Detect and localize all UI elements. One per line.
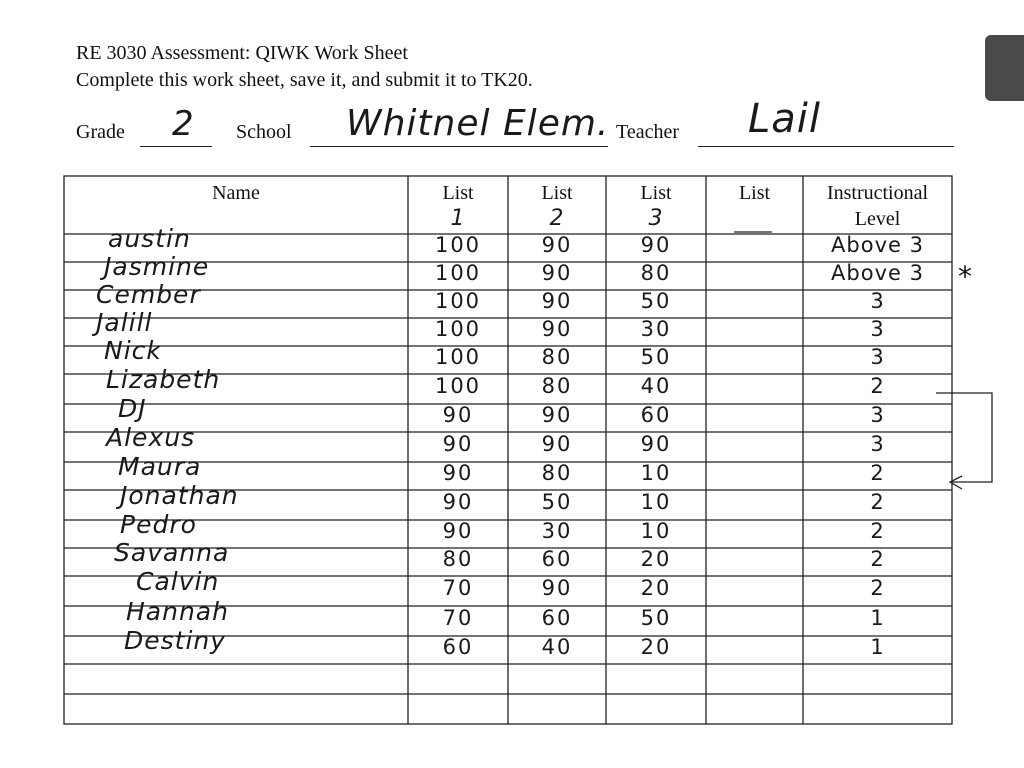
col-header-level-line1: Instructional bbox=[826, 182, 929, 204]
col-header-list3-label: List bbox=[640, 182, 672, 204]
worksheet-instructions: Complete this work sheet, save it, and submit it to TK20. bbox=[76, 69, 533, 91]
student-name: Jasmine bbox=[104, 252, 210, 281]
score-l1: 80 bbox=[442, 547, 474, 571]
instructional-level: 2 bbox=[870, 374, 885, 398]
score-l2: 90 bbox=[541, 261, 573, 285]
student-name: Savanna bbox=[114, 538, 230, 567]
col-header-list2 bbox=[508, 180, 606, 232]
score-l3: 40 bbox=[640, 374, 672, 398]
score-l1: 90 bbox=[442, 490, 474, 514]
student-name: Jalill bbox=[96, 308, 153, 337]
col-header-level bbox=[803, 180, 952, 232]
score-l1: 100 bbox=[434, 374, 482, 398]
student-name: Pedro bbox=[120, 510, 197, 539]
worksheet-title: RE 3030 Assessment: QIWK Work Sheet bbox=[76, 42, 408, 64]
col-header-list2-number: 2 bbox=[549, 206, 565, 231]
instructional-level: Above 3 bbox=[831, 233, 924, 257]
score-l3: 90 bbox=[640, 233, 672, 257]
teacher-value: Lail bbox=[748, 96, 822, 142]
instructional-level: 3 bbox=[870, 345, 885, 369]
score-l1: 100 bbox=[434, 233, 482, 257]
instructional-level: 3 bbox=[870, 317, 885, 341]
student-name: Jonathan bbox=[120, 481, 239, 510]
score-l1: 90 bbox=[442, 461, 474, 485]
student-name: Calvin bbox=[136, 567, 220, 596]
col-header-level-line2: Level bbox=[854, 208, 901, 230]
score-l2: 90 bbox=[541, 317, 573, 341]
score-l2: 90 bbox=[541, 289, 573, 313]
student-name: DJ bbox=[118, 394, 147, 423]
col-header-list1-label: List bbox=[442, 182, 474, 204]
student-name: austin bbox=[108, 224, 191, 253]
score-l2: 30 bbox=[541, 519, 573, 543]
score-l3: 10 bbox=[640, 490, 672, 514]
score-l3: 10 bbox=[640, 461, 672, 485]
score-l2: 50 bbox=[541, 490, 573, 514]
score-l2: 60 bbox=[541, 606, 573, 630]
instructional-level: 2 bbox=[870, 490, 885, 514]
score-l1: 100 bbox=[434, 261, 482, 285]
score-l3: 10 bbox=[640, 519, 672, 543]
score-l2: 90 bbox=[541, 432, 573, 456]
col-header-list3 bbox=[606, 180, 706, 232]
score-l1: 100 bbox=[434, 289, 482, 313]
instructional-level: Above 3 bbox=[831, 261, 924, 285]
score-l2: 90 bbox=[541, 403, 573, 427]
student-name: Maura bbox=[118, 452, 202, 481]
instructional-level: 3 bbox=[870, 432, 885, 456]
col-header-list1 bbox=[408, 180, 508, 232]
score-l1: 90 bbox=[442, 432, 474, 456]
teacher-label: Teacher bbox=[616, 121, 679, 143]
school-label: School bbox=[236, 121, 292, 143]
col-header-list1-number: 1 bbox=[450, 206, 466, 231]
instructional-level: 2 bbox=[870, 519, 885, 543]
score-l3: 50 bbox=[640, 289, 672, 313]
score-l1: 100 bbox=[434, 317, 482, 341]
star-annotation: * bbox=[958, 260, 972, 293]
instructional-level: 2 bbox=[870, 576, 885, 600]
col-header-list2-label: List bbox=[541, 182, 573, 204]
school-value: Whitnel Elem. bbox=[346, 103, 610, 144]
score-l2: 90 bbox=[541, 233, 573, 257]
instructional-level: 1 bbox=[870, 635, 885, 659]
score-l3: 20 bbox=[640, 576, 672, 600]
student-name: Cember bbox=[96, 280, 201, 309]
instructional-level: 2 bbox=[870, 461, 885, 485]
score-l1: 70 bbox=[442, 576, 474, 600]
score-l3: 50 bbox=[640, 345, 672, 369]
instructional-level: 3 bbox=[870, 403, 885, 427]
score-l3: 20 bbox=[640, 635, 672, 659]
score-l2: 80 bbox=[541, 374, 573, 398]
col-header-name: Name bbox=[212, 182, 260, 204]
student-name: Lizabeth bbox=[106, 365, 221, 394]
student-name: Hannah bbox=[126, 597, 229, 626]
student-name: Nick bbox=[104, 336, 162, 365]
score-l3: 50 bbox=[640, 606, 672, 630]
score-l2: 90 bbox=[541, 576, 573, 600]
score-l3: 20 bbox=[640, 547, 672, 571]
score-l1: 90 bbox=[442, 403, 474, 427]
student-name: Destiny bbox=[124, 626, 227, 655]
score-l1: 70 bbox=[442, 606, 474, 630]
col-header-list3-number: 3 bbox=[648, 206, 664, 231]
score-l1: 90 bbox=[442, 519, 474, 543]
score-l2: 80 bbox=[541, 461, 573, 485]
score-l2: 80 bbox=[541, 345, 573, 369]
instructional-level: 1 bbox=[870, 606, 885, 630]
instructional-level: 3 bbox=[870, 289, 885, 313]
grade-value: 2 bbox=[172, 104, 195, 144]
instructional-level: 2 bbox=[870, 547, 885, 571]
score-l2: 60 bbox=[541, 547, 573, 571]
score-l3: 30 bbox=[640, 317, 672, 341]
score-l1: 100 bbox=[434, 345, 482, 369]
score-l3: 60 bbox=[640, 403, 672, 427]
student-name: Alexus bbox=[106, 423, 196, 452]
score-l2: 40 bbox=[541, 635, 573, 659]
score-l3: 80 bbox=[640, 261, 672, 285]
col-header-list4: List bbox=[738, 182, 771, 204]
grade-label: Grade bbox=[76, 121, 125, 143]
score-l1: 60 bbox=[442, 635, 474, 659]
score-l3: 90 bbox=[640, 432, 672, 456]
